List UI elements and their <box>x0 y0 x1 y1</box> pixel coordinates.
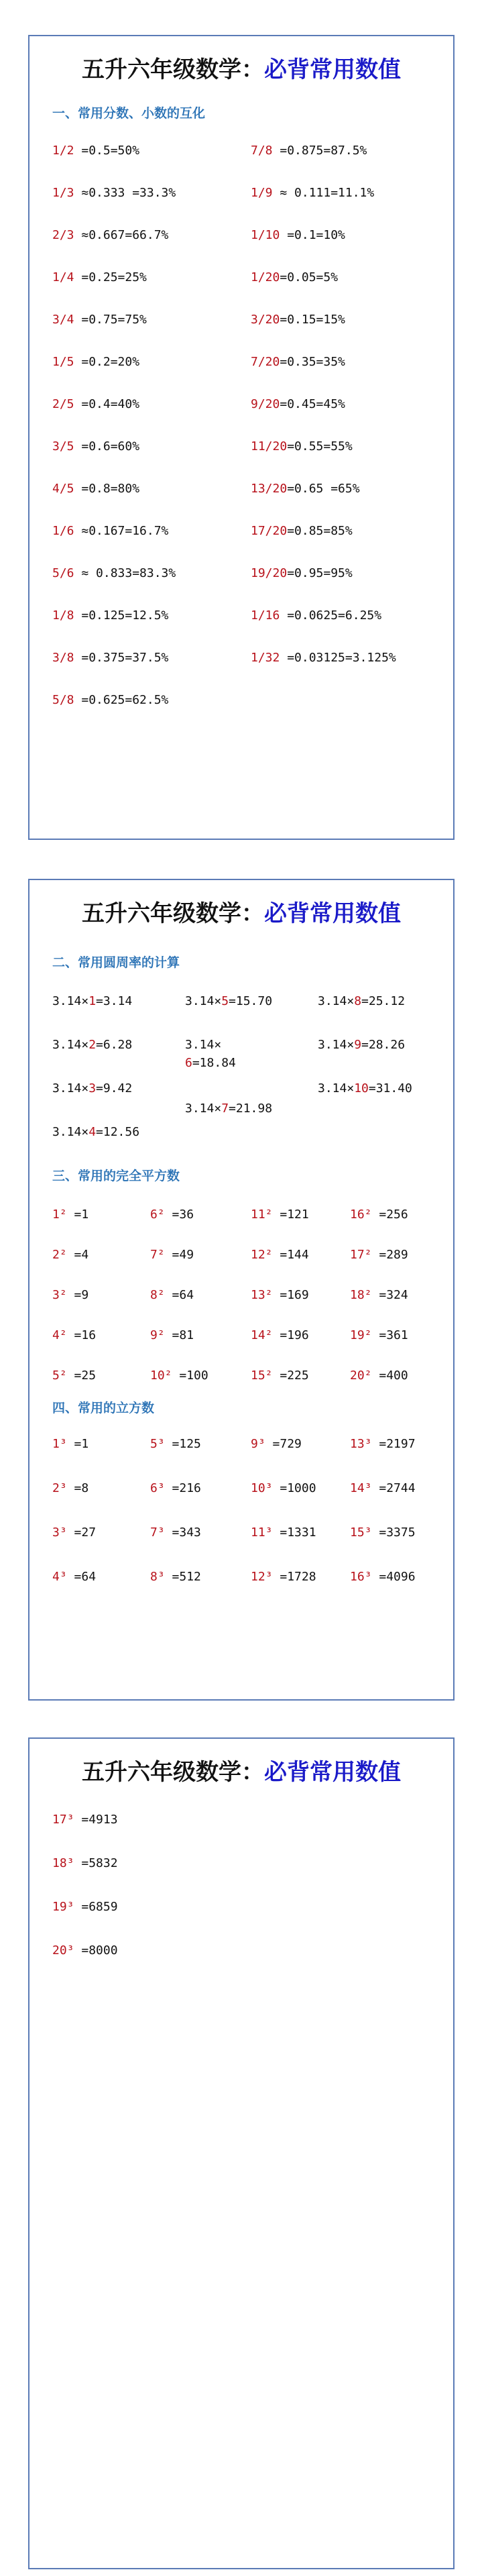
square-item-key: 3² <box>52 1288 67 1302</box>
cube-item <box>251 1525 316 1540</box>
fraction-item <box>251 270 338 284</box>
cube-item-value: =2744 <box>371 1481 416 1495</box>
square-item-key: 20² <box>350 1368 372 1383</box>
cube-item-key: 10³ <box>251 1481 273 1495</box>
square-item-value: =64 <box>164 1288 194 1302</box>
square-item-key: 9² <box>150 1328 165 1342</box>
square-item <box>350 1288 408 1302</box>
cube-item-key: 1³ <box>52 1437 67 1451</box>
cube-item <box>52 1813 118 1827</box>
cube-item-key: 17³ <box>52 1813 74 1827</box>
fraction-item-key: 9/20 <box>251 397 280 411</box>
fraction-item-key: 3/4 <box>52 313 74 327</box>
cube-item <box>52 1525 96 1540</box>
fraction-item <box>52 228 168 242</box>
fraction-item-key: 1/4 <box>52 270 74 284</box>
fraction-item-value: =0.125=12.5% <box>74 608 169 623</box>
fraction-item-value: =0.6=60% <box>74 439 140 453</box>
fraction-item-key: 1/8 <box>52 608 74 623</box>
square-item-key: 14² <box>251 1328 273 1342</box>
pi-item <box>52 1038 132 1052</box>
square-item-key: 19² <box>350 1328 372 1342</box>
fraction-item <box>251 313 345 327</box>
fraction-item-key: 1/2 <box>52 144 74 158</box>
pi-item-multiplier: 4 <box>88 1125 97 1139</box>
pi-item-result: =21.98 <box>229 1102 273 1116</box>
pi-item-base: 3.14× <box>318 1038 355 1052</box>
fraction-item <box>251 144 367 158</box>
square-item-value: =25 <box>66 1368 97 1383</box>
cube-item <box>150 1437 201 1451</box>
cube-item <box>251 1437 302 1451</box>
fraction-item-key: 7/8 <box>251 144 273 158</box>
fraction-item-key: 1/3 <box>52 186 74 200</box>
pi-item <box>185 1056 236 1070</box>
cube-item <box>52 1570 96 1584</box>
square-item <box>350 1368 408 1383</box>
fraction-item <box>52 439 139 453</box>
square-item-value: =100 <box>172 1368 208 1383</box>
fraction-item-key: 1/20 <box>251 270 280 284</box>
fraction-item-value: ≈ 0.111=11.1% <box>272 186 375 200</box>
cube-item-key: 7³ <box>150 1525 165 1540</box>
fraction-item-value: ≈ 0.833=83.3% <box>74 566 176 580</box>
cube-item-key: 13³ <box>350 1437 372 1451</box>
cube-item-value: =27 <box>66 1525 97 1540</box>
cube-item <box>350 1570 416 1584</box>
square-item-key: 1² <box>52 1208 67 1222</box>
page-title <box>29 36 453 103</box>
cube-item <box>251 1570 316 1584</box>
square-item-value: =81 <box>164 1328 194 1342</box>
fraction-item-value: =0.25=25% <box>74 270 147 284</box>
cube-item-value: =5832 <box>74 1856 118 1870</box>
pi-item-multiplier: 3 <box>88 1081 97 1095</box>
square-item-value: =49 <box>164 1248 194 1262</box>
fraction-item <box>52 397 139 411</box>
pi-item-base: 3.14× <box>185 1102 222 1116</box>
fraction-item-value: ≈0.167=16.7% <box>74 524 169 538</box>
fraction-item-value: =0.1=10% <box>280 228 345 242</box>
square-item <box>52 1368 96 1383</box>
fraction-item-key: 3/8 <box>52 651 74 665</box>
cube-item <box>350 1481 416 1495</box>
cube-item-value: =6859 <box>74 1900 118 1914</box>
square-item <box>350 1248 408 1262</box>
section-heading-squares: 三、常用的完全平方数 <box>52 1169 180 1183</box>
pi-item-multiplier: 1 <box>88 994 97 1008</box>
square-item <box>251 1368 309 1383</box>
cube-item-value: =125 <box>164 1437 201 1451</box>
cube-item-value: =729 <box>265 1437 302 1451</box>
pi-item-multiplier: 5 <box>221 994 229 1008</box>
pi-item <box>185 994 272 1008</box>
cube-item <box>251 1481 316 1495</box>
square-item <box>52 1248 88 1262</box>
square-item-key: 10² <box>150 1368 172 1383</box>
cube-item-key: 20³ <box>52 1943 74 1957</box>
fraction-item-key: 1/5 <box>52 355 74 369</box>
fraction-item-key: 1/9 <box>251 186 273 200</box>
title-prefix: 五升六年级数学： <box>82 900 264 927</box>
cube-item-value: =8 <box>66 1481 89 1495</box>
cube-item-value: =512 <box>164 1570 201 1584</box>
fraction-item <box>251 524 353 538</box>
cube-item-key: 8³ <box>150 1570 165 1584</box>
cube-item-value: =1728 <box>272 1570 316 1584</box>
square-item-key: 18² <box>350 1288 372 1302</box>
cube-item-value: =8000 <box>74 1943 118 1957</box>
cube-item-key: 12³ <box>251 1570 273 1584</box>
fraction-item-value: =0.5=50% <box>74 144 140 158</box>
cube-item-key: 16³ <box>350 1570 372 1584</box>
fraction-item-key: 1/16 <box>251 608 280 623</box>
cube-item <box>150 1481 201 1495</box>
pi-item-base: 3.14× <box>52 1125 89 1139</box>
fraction-item-value: =0.15=15% <box>280 313 345 327</box>
section-heading-fractions: 一、常用分数、小数的互化 <box>52 106 206 121</box>
fraction-item-key: 3/20 <box>251 313 280 327</box>
cube-item-key: 4³ <box>52 1570 67 1584</box>
cube-item-value: =1 <box>66 1437 89 1451</box>
page-1 <box>28 35 455 840</box>
square-item-key: 2² <box>52 1248 67 1262</box>
square-item-value: =225 <box>272 1368 309 1383</box>
page-3 <box>28 1737 455 2569</box>
fraction-item <box>251 482 360 496</box>
pi-item <box>318 1081 412 1095</box>
fraction-item-key: 1/32 <box>251 651 280 665</box>
square-item-key: 15² <box>251 1368 273 1383</box>
fraction-item-key: 1/10 <box>251 228 280 242</box>
fraction-item-value: =0.03125=3.125% <box>280 651 396 665</box>
square-item-key: 7² <box>150 1248 165 1262</box>
pi-item-base: 3.14× <box>52 994 89 1008</box>
cube-item <box>150 1525 201 1540</box>
square-item <box>150 1328 194 1342</box>
square-item-key: 11² <box>251 1208 273 1222</box>
cube-item <box>52 1856 118 1870</box>
square-item <box>150 1368 208 1383</box>
pi-item-result: =25.12 <box>361 994 406 1008</box>
fraction-item-key: 5/8 <box>52 693 74 707</box>
fraction-item <box>52 355 139 369</box>
cube-item-value: =1331 <box>272 1525 316 1540</box>
fraction-item <box>52 186 176 200</box>
pi-item-base: 3.14× <box>52 1038 89 1052</box>
fraction-item-key: 1/6 <box>52 524 74 538</box>
fraction-item <box>52 144 139 158</box>
square-item <box>150 1288 194 1302</box>
pi-item-base: 3.14× <box>185 994 222 1008</box>
fraction-item-value: =0.55=55% <box>287 439 353 453</box>
pi-item-result: =3.14 <box>96 994 133 1008</box>
fraction-item-key: 3/5 <box>52 439 74 453</box>
fraction-item-key: 7/20 <box>251 355 280 369</box>
pi-item <box>185 1102 272 1116</box>
cube-item-value: =1000 <box>272 1481 316 1495</box>
cube-item-value: =4913 <box>74 1813 118 1827</box>
fraction-item-key: 17/20 <box>251 524 288 538</box>
fraction-item-value: =0.65 =65% <box>287 482 360 496</box>
fraction-item-key: 4/5 <box>52 482 74 496</box>
fraction-item-value: =0.4=40% <box>74 397 140 411</box>
square-item <box>251 1248 309 1262</box>
cube-item-key: 14³ <box>350 1481 372 1495</box>
section-heading-cubes: 四、常用的立方数 <box>52 1401 155 1415</box>
fraction-item <box>251 651 396 665</box>
fraction-item-value: =0.35=35% <box>280 355 345 369</box>
pi-item-multiplier: 6 <box>185 1056 192 1070</box>
title-prefix: 五升六年级数学： <box>82 56 264 83</box>
square-item <box>52 1328 96 1342</box>
page-title <box>29 1739 453 1806</box>
cube-item <box>52 1437 88 1451</box>
cube-item-key: 3³ <box>52 1525 67 1540</box>
square-item-value: =1 <box>66 1208 89 1222</box>
cube-item <box>150 1570 201 1584</box>
square-item <box>251 1288 309 1302</box>
cube-item <box>52 1900 118 1914</box>
square-item-value: =121 <box>272 1208 309 1222</box>
square-item-key: 13² <box>251 1288 273 1302</box>
pi-item-result: =12.56 <box>96 1125 140 1139</box>
pi-item-base: 3.14× <box>318 1081 355 1095</box>
square-item-value: =16 <box>66 1328 97 1342</box>
fraction-item-value: =0.05=5% <box>280 270 339 284</box>
square-item-key: 17² <box>350 1248 372 1262</box>
cube-item-value: =64 <box>66 1570 97 1584</box>
pi-item <box>318 994 405 1008</box>
cube-item-key: 18³ <box>52 1856 74 1870</box>
pi-item <box>318 1038 405 1052</box>
square-item <box>251 1208 309 1222</box>
fraction-item <box>52 566 176 580</box>
pi-item-result: =9.42 <box>96 1081 133 1095</box>
pi-item-result: =18.84 <box>192 1056 236 1070</box>
fraction-item <box>52 524 168 538</box>
pi-item-multiplier: 7 <box>221 1102 229 1116</box>
square-item-value: =36 <box>164 1208 194 1222</box>
fraction-item-key: 5/6 <box>52 566 74 580</box>
pi-item <box>52 1125 139 1139</box>
pi-item-base: 3.14× <box>318 994 355 1008</box>
square-item-value: =289 <box>371 1248 408 1262</box>
square-item-key: 5² <box>52 1368 67 1383</box>
cube-item-value: =4096 <box>371 1570 416 1584</box>
fraction-item-value: =0.2=20% <box>74 355 140 369</box>
fraction-item <box>251 566 353 580</box>
fraction-item-value: =0.0625=6.25% <box>280 608 382 623</box>
fraction-item <box>251 439 353 453</box>
pi-item-result: =28.26 <box>361 1038 406 1052</box>
fraction-item <box>52 651 168 665</box>
fraction-item <box>251 186 374 200</box>
square-item-key: 8² <box>150 1288 165 1302</box>
fraction-item <box>52 482 139 496</box>
square-item <box>350 1208 408 1222</box>
pi-item-result: =6.28 <box>96 1038 133 1052</box>
fraction-item-value: =0.75=75% <box>74 313 147 327</box>
fraction-item-key: 13/20 <box>251 482 288 496</box>
square-item-value: =361 <box>371 1328 408 1342</box>
pi-item-multiplier: 9 <box>354 1038 362 1052</box>
cube-item <box>350 1437 416 1451</box>
pi-item-result: =31.40 <box>368 1081 412 1095</box>
cube-item-key: 19³ <box>52 1900 74 1914</box>
title-highlight: 必背常用数值 <box>264 56 401 83</box>
pi-item <box>52 1081 132 1095</box>
square-item-key: 12² <box>251 1248 273 1262</box>
fraction-item <box>251 355 345 369</box>
title-prefix: 五升六年级数学： <box>82 1759 264 1786</box>
fraction-item-key: 11/20 <box>251 439 288 453</box>
pi-item-multiplier: 2 <box>88 1038 97 1052</box>
fraction-item <box>52 693 168 707</box>
fraction-item <box>52 270 147 284</box>
square-item <box>52 1208 88 1222</box>
square-item <box>350 1328 408 1342</box>
fraction-item-value: =0.375=37.5% <box>74 651 169 665</box>
page-title <box>29 880 453 947</box>
pi-item <box>52 994 132 1008</box>
fraction-item <box>251 228 345 242</box>
square-item-value: =4 <box>66 1248 89 1262</box>
fraction-item-value: ≈0.667=66.7% <box>74 228 169 242</box>
cube-item <box>52 1481 88 1495</box>
cube-item-key: 6³ <box>150 1481 165 1495</box>
pi-item-multiplier: 10 <box>354 1081 369 1095</box>
cube-item <box>350 1525 416 1540</box>
pi-item-base: 3.14× <box>52 1081 89 1095</box>
fraction-item-key: 2/3 <box>52 228 74 242</box>
fraction-item-key: 19/20 <box>251 566 288 580</box>
square-item <box>251 1328 309 1342</box>
square-item-value: =9 <box>66 1288 89 1302</box>
square-item-value: =144 <box>272 1248 309 1262</box>
square-item <box>150 1248 194 1262</box>
cube-item-key: 5³ <box>150 1437 165 1451</box>
page-2 <box>28 879 455 1701</box>
fraction-item-value: =0.625=62.5% <box>74 693 169 707</box>
square-item <box>150 1208 194 1222</box>
fraction-item <box>251 397 345 411</box>
square-item-value: =169 <box>272 1288 309 1302</box>
fraction-item-value: =0.45=45% <box>280 397 345 411</box>
section-heading-pi: 二、常用圆周率的计算 <box>52 955 180 970</box>
cube-item-value: =2197 <box>371 1437 416 1451</box>
cube-item-key: 2³ <box>52 1481 67 1495</box>
fraction-item <box>251 608 381 623</box>
cube-item-key: 9³ <box>251 1437 265 1451</box>
pi-item-base: 3.14× <box>185 1038 222 1052</box>
fraction-item-value: ≈0.333 =33.3% <box>74 186 176 200</box>
title-highlight: 必背常用数值 <box>264 900 401 927</box>
pi-item <box>185 1038 221 1052</box>
square-item-key: 6² <box>150 1208 165 1222</box>
cube-item <box>52 1943 118 1957</box>
square-item-key: 4² <box>52 1328 67 1342</box>
cube-item-value: =216 <box>164 1481 201 1495</box>
pi-item-multiplier: 8 <box>354 994 362 1008</box>
square-item-key: 16² <box>350 1208 372 1222</box>
square-item-value: =400 <box>371 1368 408 1383</box>
fraction-item-key: 2/5 <box>52 397 74 411</box>
square-item-value: =256 <box>371 1208 408 1222</box>
fraction-item-value: =0.95=95% <box>287 566 353 580</box>
cube-item-value: =3375 <box>371 1525 416 1540</box>
fraction-item-value: =0.8=80% <box>74 482 140 496</box>
cube-item-key: 15³ <box>350 1525 372 1540</box>
title-highlight: 必背常用数值 <box>264 1759 401 1786</box>
square-item <box>52 1288 88 1302</box>
fraction-item <box>52 608 168 623</box>
cube-item-key: 11³ <box>251 1525 273 1540</box>
cube-item-value: =343 <box>164 1525 201 1540</box>
fraction-item-value: =0.85=85% <box>287 524 353 538</box>
fraction-item <box>52 313 147 327</box>
fraction-item-value: =0.875=87.5% <box>272 144 367 158</box>
square-item-value: =196 <box>272 1328 309 1342</box>
square-item-value: =324 <box>371 1288 408 1302</box>
pi-item-result: =15.70 <box>229 994 273 1008</box>
